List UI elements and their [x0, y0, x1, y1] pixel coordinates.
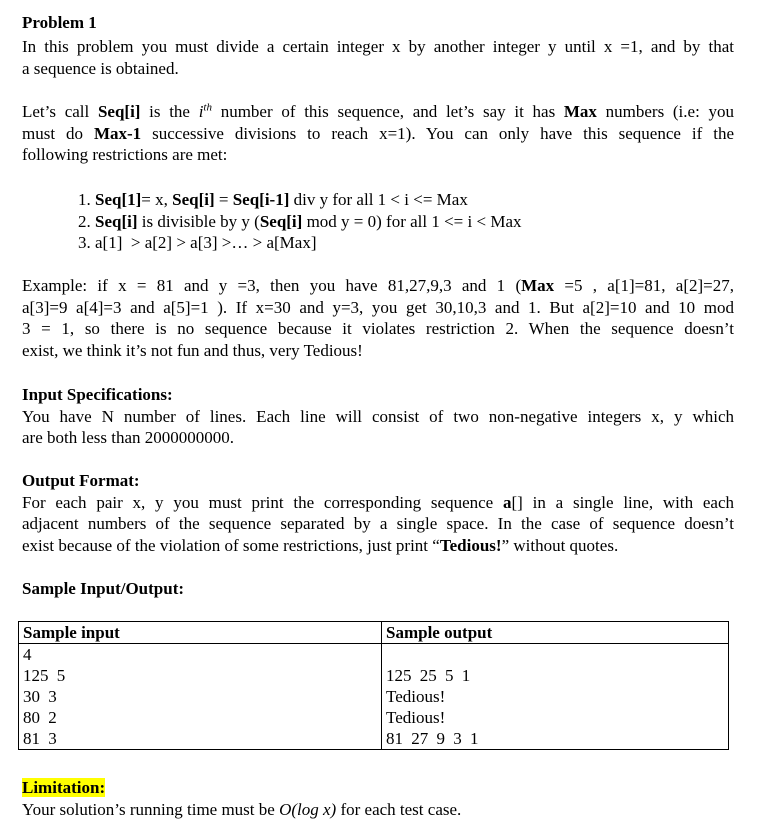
definition-line: following restrictions are met: — [22, 145, 228, 164]
output-format-line: For each pair x, y you must print the corresponding sequence a[] in a single line, with each — [22, 492, 734, 512]
example-line: 3 = 1, so there is no sequence because it violates restriction 2. When the sequence doesn’t — [22, 319, 734, 338]
input-spec-line: are both less than 2000000000. — [22, 428, 234, 447]
input-spec-heading: Input Specifications: — [22, 385, 173, 404]
problem-title: Problem 1 — [22, 13, 97, 32]
output-format-section — [22, 470, 734, 556]
example-line: a[3]=9 a[4]=3 and a[5]=1 ). If x=30 and y=3, you get 30,10,3 and 1. But a[2]=10 and 10 mod — [22, 297, 734, 317]
output-format-line: exist because of the violation of some restrictions, just print “Tedious!” without quotes. — [22, 535, 619, 555]
definition-paragraph — [22, 101, 734, 166]
intro-line: a sequence is obtained. — [22, 58, 179, 78]
sample-output-header: Sample output — [382, 622, 729, 644]
restriction-item: 3. a[1] > a[2] > a[3] >… > a[Max] — [78, 233, 317, 252]
sample-input-header: Sample input — [19, 622, 382, 644]
intro-paragraph — [22, 36, 734, 79]
sample-output-cell: 125 25 5 1 Tedious! Tedious! 81 27 9 3 1 — [382, 644, 729, 750]
restriction-item: 1. Seq[1]= x, Seq[i] = Seq[i-1] div y for all 1 < i <= Max — [78, 190, 468, 209]
table-header-row — [19, 622, 729, 644]
example-paragraph — [22, 275, 734, 361]
sample-io-table — [18, 621, 729, 750]
restrictions-list — [78, 189, 522, 254]
sample-heading: Sample Input/Output: — [22, 579, 185, 598]
input-spec-line: You have N number of lines. Each line will consist of two non-negative integers x, y which — [22, 406, 734, 426]
limitation-heading: Limitation: — [22, 778, 106, 797]
limitation-text: Your solution’s running time must be O(log x) for each test case. — [22, 799, 462, 819]
input-spec-section — [22, 384, 734, 449]
restriction-item: 2. Seq[i] is divisible by y (Seq[i] mod y = 0) for all 1 <= i < Max — [78, 211, 522, 231]
definition-line: Let’s call Seq[i] is the $i^{th}$ number of this sequence, and let’s say it has Max numbers (i.e: you — [22, 101, 735, 121]
sample-input-cell: 4 125 5 30 3 80 2 81 3 — [19, 644, 382, 750]
definition-line: must do Max-1 successive divisions to reach x=1). You can only have this sequence if the — [22, 123, 734, 143]
table-row — [19, 644, 729, 750]
example-line: Example: if x = 81 and y =3, then you have 81,27,9,3 and 1 (Max =5 , a[1]=81, a[2]=27, — [22, 276, 734, 295]
output-format-heading: Output Format: — [22, 471, 140, 490]
limitation-section — [22, 777, 734, 820]
output-format-line: adjacent numbers of the sequence separated by a single space. In the case of sequence doesn’t — [22, 514, 734, 533]
intro-line: In this problem you must divide a certain integer x by another integer y until x =1, and by that — [22, 37, 734, 56]
example-line: exist, we think it’s not fun and thus, very Tedious! — [22, 340, 363, 360]
